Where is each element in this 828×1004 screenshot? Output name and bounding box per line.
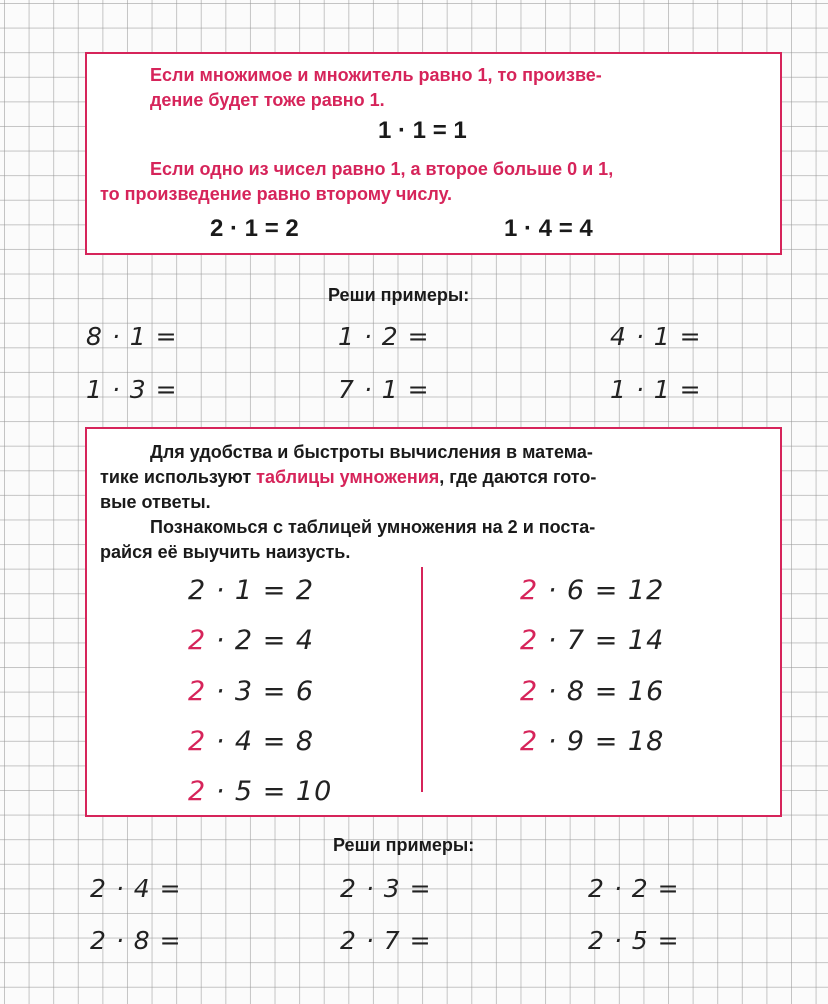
exercise2-item: 2 · 7 = xyxy=(340,926,432,955)
table-row xyxy=(520,676,664,707)
multiplicand: 2 xyxy=(188,726,207,757)
table-row-rest: · 3 = 6 xyxy=(206,676,315,707)
example-1x1: 1 · 1 = 1 xyxy=(378,117,467,144)
exercise1-heading: Реши примеры: xyxy=(328,285,470,305)
rule1-line1: Если множимое и множитель равно 1, то произве- xyxy=(150,65,602,85)
table-row xyxy=(520,575,664,606)
multiplicand: 2 xyxy=(520,575,539,606)
exercise1-item: 8 · 1 = xyxy=(86,322,178,351)
table-row xyxy=(188,776,332,807)
table-row xyxy=(188,676,314,707)
table-row-rest: · 7 = 14 xyxy=(538,625,665,656)
table-row xyxy=(188,726,314,757)
exercise2-item: 2 · 5 = xyxy=(588,926,680,955)
exercise1-item: 1 · 3 = xyxy=(86,375,178,404)
exercise2-item: 2 · 8 = xyxy=(90,926,182,955)
para1-line2-end: , где даются гото- xyxy=(439,467,597,487)
para2-line1: Познакомься с таблицей умножения на 2 и поста- xyxy=(150,517,596,537)
table-row-rest: · 8 = 16 xyxy=(538,676,665,707)
example-2x1: 2 · 1 = 2 xyxy=(210,215,299,242)
exercise2-item: 2 · 3 = xyxy=(340,874,432,903)
multiplicand: 2 xyxy=(188,776,207,807)
para1-line2 xyxy=(100,465,596,490)
rule2-line1: Если одно из чисел равно 1, а второе больше 0 и 1, xyxy=(150,159,614,179)
exercise1-item: 7 · 1 = xyxy=(338,375,430,404)
table-row xyxy=(520,726,664,757)
table-row xyxy=(188,575,314,606)
para2-line2: райся её выучить наизусть. xyxy=(100,542,351,562)
table-row-rest: · 2 = 4 xyxy=(206,625,315,656)
table-row xyxy=(188,625,314,656)
exercise2-heading: Реши примеры: xyxy=(333,835,475,855)
para1-line2-start: тике используют xyxy=(100,467,257,487)
rule1-line2: дение будет тоже равно 1. xyxy=(150,90,385,110)
table-row-rest: · 1 = 2 xyxy=(206,575,315,606)
exercise2-item: 2 · 2 = xyxy=(588,874,680,903)
multiplicand: 2 xyxy=(520,676,539,707)
column-divider xyxy=(421,567,423,792)
multiplicand: 2 xyxy=(188,625,207,656)
multiplication-tables-highlight: таблицы умножения xyxy=(256,467,440,487)
table-row-rest: · 9 = 18 xyxy=(538,726,665,757)
table-row-rest: · 5 = 10 xyxy=(206,776,333,807)
multiplicand: 2 xyxy=(520,625,539,656)
exercise1-item: 1 · 2 = xyxy=(338,322,430,351)
table-row-rest: · 4 = 8 xyxy=(206,726,315,757)
multiplicand: 2 xyxy=(188,575,207,606)
exercise2-item: 2 · 4 = xyxy=(90,874,182,903)
exercise1-item: 1 · 1 = xyxy=(610,375,702,404)
table-row-rest: · 6 = 12 xyxy=(538,575,665,606)
rule2-line2: то произведение равно второму числу. xyxy=(100,184,453,204)
exercise1-item: 4 · 1 = xyxy=(610,322,702,351)
example-1x4: 1 · 4 = 4 xyxy=(504,215,593,242)
table-row xyxy=(520,625,664,656)
multiplicand: 2 xyxy=(520,726,539,757)
para1-line1: Для удобства и быстроты вычисления в матема- xyxy=(150,442,593,462)
para1-line3: вые ответы. xyxy=(100,492,211,512)
multiplicand: 2 xyxy=(188,676,207,707)
